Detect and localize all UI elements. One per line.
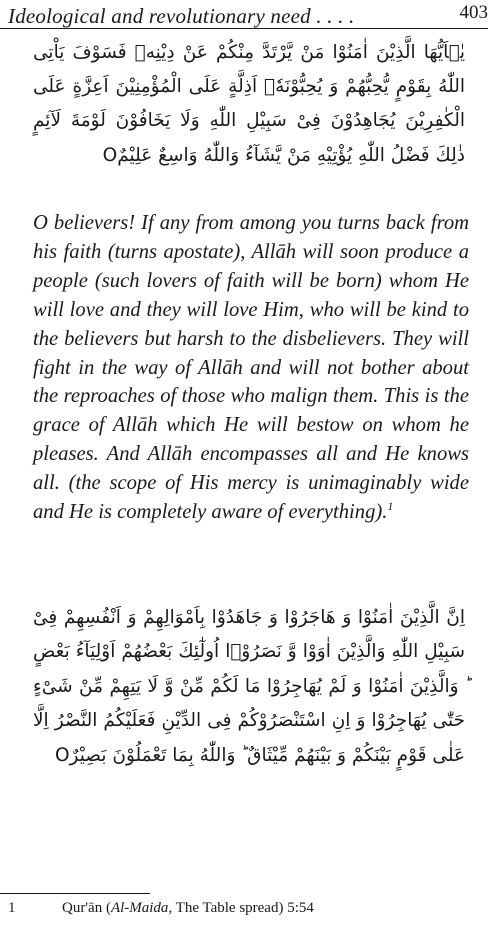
footnote-number: 1 <box>8 900 16 916</box>
page-header <box>0 0 500 30</box>
footnote-rule <box>0 893 150 894</box>
verse-translation <box>33 209 469 527</box>
footnote-prefix: Qur'ān ( <box>62 900 111 916</box>
header-rule <box>0 28 488 29</box>
arabic-verse-2: اِنَّ الَّذِيْنَ اٰمَنُوْا وَ هَاجَرُوْا وَ جَاهَدُوْا بِاَمْوَالِهِمْ وَ اَنْفُسِهِمْ فِىْ سَبِيْلِ اللّٰهِ وَالَّذِيْنَ اٰوَوْا وَّ نَصَرُوْۤا اُولٰٓئِكَ بَعْضُهُمْ اَوْلِيَآءُ بَعْضٍ ؕ وَالَّذِيْنَ اٰمَنُوْا وَ لَمْ يُهَاجِرُوْا مَا لَكُمْ مِّنْ وَّ لَا يَتِهِمْ مِّنْ شَىْءٍ حَتّٰى يُهَاجِرُوْا وَ اِنِ اسْتَنْصَرُوْكُمْ فِى الدِّيْنِ فَعَلَيْكُمُ النَّصْرُ اِلَّا عَلٰى قَوْمٍ بَيْنَكُمْ وَ بَيْنَهُمْ مِّيْثَاقٌ ؕ وَاللّٰهُ بِمَا تَعْمَلُوْنَ بَصِيْرٌO <box>33 607 465 766</box>
running-head: Ideological and revolutionary need . . . . <box>8 4 355 28</box>
arabic-verse-1: يٰۤاَيُّهَا الَّذِيْنَ اٰمَنُوْا مَنْ يَّرْتَدَّ مِنْكُمْ عَنْ دِيْنِهٖ فَسَوْفَ يَاْتِى اللّٰهُ بِقَوْمٍ يُّحِبُّهُمْ وَ يُحِبُّوْنَهٗۤ اَذِلَّةٍ عَلَى الْمُؤْمِنِيْنَ اَعِزَّةٍ عَلَى الْكٰفِرِيْنَ يُجَاهِدُوْنَ فِىْ سَبِيْلِ اللّٰهِ وَلَا يَخَافُوْنَ لَوْمَةَ لَآئِمٍ ذٰلِكَ فَضْلُ اللّٰهِ يُؤْتِيْهِ مَنْ يَّشَآءُ وَاللّٰهُ وَاسِعٌ عَلِيْمٌO <box>33 42 465 166</box>
footnote-reference: 1 <box>387 499 394 514</box>
footnote-source: Al-Maida <box>110 900 169 916</box>
page-number: 403 <box>459 2 488 23</box>
footnote <box>8 900 488 917</box>
footnote-suffix: , The Table spread) 5:54 <box>168 900 314 916</box>
translation-text: O believers! If any from among you turns back from his faith (turns apostate), Allāh will soon produce a people (such lovers of faith will be born) whom He will love and they will love Him, who will be kind to the believers but harsh to the disbelievers. They will fight in the way of Allāh and will not bother about the reproaches of those who malign them. This is the grace of Allāh which He will bestow on whom he pleases. And Allāh encompasses all and He knows all. (the scope of His mercy is unimaginably wide and He is completely aware of everything). <box>33 212 469 524</box>
